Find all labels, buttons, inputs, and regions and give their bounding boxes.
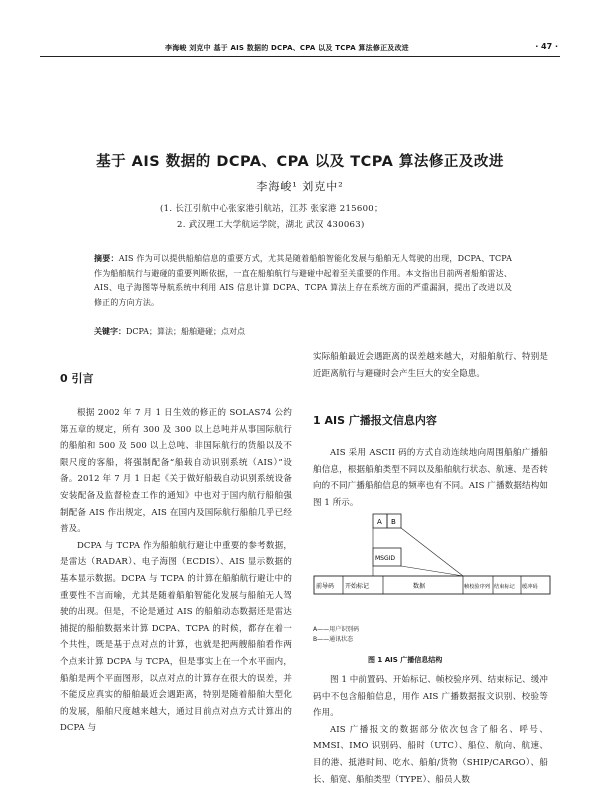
figure-caption: 图 1 AIS 广播信息结构 <box>368 656 443 664</box>
header-rule <box>40 56 560 57</box>
abstract <box>94 252 512 310</box>
right-column-bottom <box>313 672 548 788</box>
page-number: · 47 · <box>535 42 558 51</box>
field-data: 数据 <box>413 583 426 590</box>
field-fcs: 帧校验序列 <box>464 584 490 590</box>
paper-title: 基于 AIS 数据的 DCPA、CPA 以及 TCPA 算法修正及改进 <box>96 154 504 170</box>
field-buffer: 缓冲码 <box>522 584 538 590</box>
connector-line <box>401 528 463 576</box>
figure-legend-b: B——通讯状态 <box>313 636 354 643</box>
affiliation-1: (1. 长江引航中心张家港引航站，江苏 张家港 215600； <box>160 204 383 214</box>
keywords-text: DCPA；算法；船舶避碰；点对点 <box>126 327 245 336</box>
keywords <box>94 326 512 337</box>
abstract-text: AIS 作为可以提供船舶信息的重要方式，尤其是随着船舶智能化发展与船舶无人驾驶的出现，DCPA、TCPA 作为船舶航行与避碰的重要判断依据，一直在船舶航行与避碰中起着至关重要的作用。本文指出目前两者船舶雷达、AIS、电子海图等导航系统中利用 AIS 信息计算 DCPA、TCPA 算法上存在系统方面的严重漏洞，提出了改进以及修正的方向方法。 <box>94 254 512 307</box>
section-1-heading: 1 AIS 广播报文信息内容 <box>313 414 437 427</box>
affiliation-2: 2. 武汉理工大学航运学院，湖北 武汉 430063) <box>177 220 365 230</box>
paragraph: 图 1 中前置码、开始标记、帧校验序列、结束标记、缓冲码中不包含船舶信息，用作 AIS 广播数据报文识别、校验等作用。 <box>313 675 548 719</box>
running-header <box>40 41 560 55</box>
field-b-label: B <box>391 518 396 526</box>
authors: 李海峻¹ 刘克中² <box>256 180 344 193</box>
connector-line <box>401 566 463 576</box>
keywords-label: 关键字： <box>94 327 126 336</box>
section-0-heading: 0 引言 <box>60 372 94 385</box>
paragraph: 根据 2002 年 7 月 1 日生效的修正的 SOLAS74 公约第五章的规定，所有 300 及 300 以上总吨并从事国际航行的船舶和 500 及 500 以上总吨、非国际航行的货船以及不限尺度的客船，将强制配备“船载自动识别系统（AIS）”设备。2012 年 7 月 1 日起《关于做好船载自动识别系统设备安装配备及监督检查工作的通知》中也对于国内航行船舶强制配备 AIS 作出规定，AIS 在国内及国际航行船舶几乎已经普及。 <box>60 408 292 535</box>
left-column <box>60 405 292 737</box>
right-column-top <box>313 349 548 382</box>
field-end: 结束标记 <box>494 584 515 590</box>
msgid-label: MSGID <box>375 555 396 562</box>
field-a-label: A <box>377 518 382 526</box>
abstract-label: 摘要： <box>94 254 119 263</box>
running-head: 李海峻 刘克中 基于 AIS 数据的 DCPA、CPA 以及 TCPA 算法修正及改进 <box>165 44 409 52</box>
paragraph: 实际船舶最近会遇距离的误差越来越大，对船舶航行、特别是近距离航行与避碰时会产生巨大的安全隐患。 <box>313 352 548 379</box>
right-column-section1 <box>313 445 548 511</box>
paragraph: DCPA 与 TCPA 作为船舶航行避让中重要的参考数据，是雷达（RADAR）、电子海图（ECDIS）、AIS 显示数据的基本显示数据。DCPA 与 TCPA 的计算在船舶航行避让中的重要性不言而喻，尤其是随着船舶智能化发展与船舶无人驾驶的出现。但是，不论是通过 AIS 的船舶动态数据还是雷达捕捉的船舶数据来计算 DCPA、TCPA 的时候，都存在着一个共性，既是基于点对点的计算，也就是把两艘船舶看作两个点来计算 DCPA 与 TCPA，但是事实上在一个水平面内，船舶是两个平面图形，以点对点的计算存在很大的误差，并不能反应真实的船舶最近会遇距离，特别是随着船舶大型化的发展，船舶尺度越来越大，通过目前点对点方式计算出的 DCPA 与 <box>60 540 292 734</box>
field-preamble: 前导码 <box>316 583 335 590</box>
figure-legend-a: A——用户识别码 <box>313 626 360 633</box>
frame-structure-diagram <box>313 508 551 622</box>
paragraph: AIS 广播报文的数据部分依次包含了船名、呼号、MMSI、IMO 识别码、船时（UTC）、船位、航向、航速、目的港、抵港时间、吃水、船舶/货物（SHIP/CARGO）、船长、船宽、船舶类型（TYPE）、船员人数 <box>313 724 548 785</box>
paragraph: AIS 采用 ASCII 码的方式自动连续地向周围船舶广播船舶信息，根据船舶类型不同以及船舶航行状态、航速、是否转向的不同广播船舶信息的频率也有不同。AIS 广播数据结构如图 1 所示。 <box>313 448 548 508</box>
field-start: 开始标记 <box>345 583 370 590</box>
